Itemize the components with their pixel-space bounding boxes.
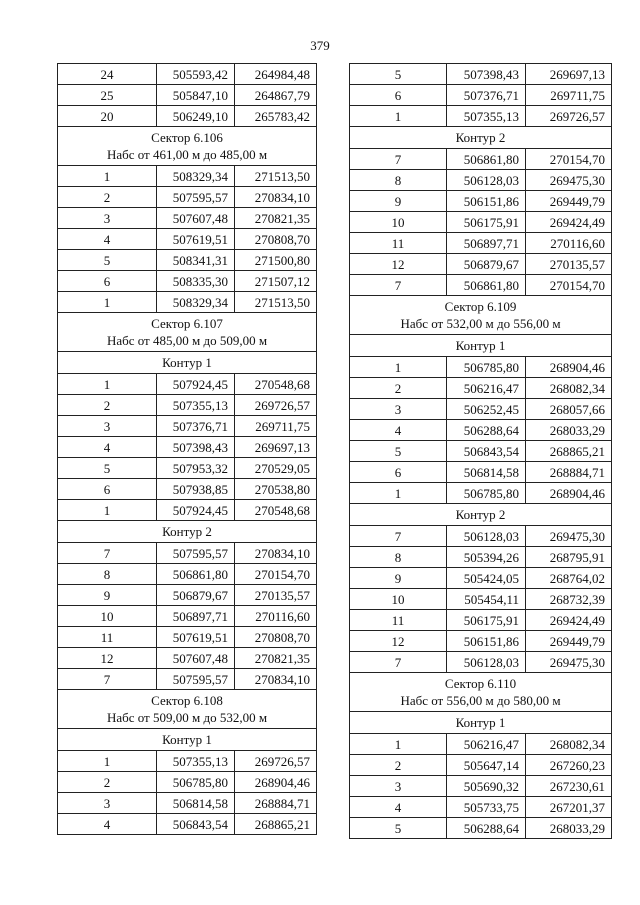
table-row: [58, 793, 317, 814]
table-row: [58, 229, 317, 250]
table-row: [58, 250, 317, 271]
point-number-cell: 3: [58, 793, 157, 814]
point-number-cell: 1: [350, 357, 447, 378]
table-row: [350, 357, 612, 378]
x-coordinate-cell: 505647,14: [447, 755, 526, 776]
table-row: [58, 85, 317, 106]
table-row: [58, 585, 317, 606]
table-row: [350, 462, 612, 483]
y-coordinate-cell: 269449,79: [526, 631, 612, 652]
sector-header-cell: [350, 296, 612, 335]
point-number-cell: 9: [58, 585, 157, 606]
y-coordinate-cell: 270821,35: [235, 648, 317, 669]
table-row: [58, 669, 317, 690]
y-coordinate-cell: 269475,30: [526, 170, 612, 191]
table-row: [350, 568, 612, 589]
sector-height-range: Набс от 509,00 м до 532,00 м: [106, 710, 268, 725]
point-number-cell: 9: [350, 568, 447, 589]
sector-height-range: Набс от 461,00 м до 485,00 м: [106, 147, 268, 162]
y-coordinate-cell: 264867,79: [235, 85, 317, 106]
point-number-cell: 1: [58, 292, 157, 313]
point-number-cell: 1: [350, 734, 447, 755]
sector-header-cell: [350, 673, 612, 712]
point-number-cell: 8: [58, 564, 157, 585]
table-row: [58, 751, 317, 772]
point-number-cell: 8: [350, 547, 447, 568]
table-row: [350, 441, 612, 462]
table-row: [350, 547, 612, 568]
coordinates-table-left: [57, 63, 317, 835]
point-number-cell: 7: [58, 543, 157, 564]
x-coordinate-cell: 505394,26: [447, 547, 526, 568]
y-coordinate-cell: 268033,29: [526, 818, 612, 839]
y-coordinate-cell: 269711,75: [526, 85, 612, 106]
x-coordinate-cell: 507398,43: [447, 64, 526, 85]
sector-title: Сектор 6.106: [151, 130, 223, 145]
table-row: [350, 797, 612, 818]
point-number-cell: 7: [350, 149, 447, 170]
table-row: [58, 187, 317, 208]
y-coordinate-cell: 270116,60: [526, 233, 612, 254]
y-coordinate-cell: 270154,70: [235, 564, 317, 585]
x-coordinate-cell: 506879,67: [157, 585, 235, 606]
x-coordinate-cell: 508329,34: [157, 166, 235, 187]
x-coordinate-cell: 506861,80: [447, 275, 526, 296]
y-coordinate-cell: 269697,13: [235, 437, 317, 458]
y-coordinate-cell: 268082,34: [526, 734, 612, 755]
point-number-cell: 5: [350, 818, 447, 839]
x-coordinate-cell: 506128,03: [447, 652, 526, 673]
y-coordinate-cell: 271507,12: [235, 271, 317, 292]
sector-height-range: Набс от 556,00 м до 580,00 м: [400, 693, 561, 708]
table-row: [58, 564, 317, 585]
y-coordinate-cell: 270808,70: [235, 627, 317, 648]
y-coordinate-cell: 270548,68: [235, 374, 317, 395]
point-number-cell: 3: [350, 776, 447, 797]
x-coordinate-cell: 507924,45: [157, 500, 235, 521]
y-coordinate-cell: 268865,21: [235, 814, 317, 835]
sector-title: Сектор 6.107: [151, 316, 223, 331]
x-coordinate-cell: 507607,48: [157, 648, 235, 669]
table-row: [350, 212, 612, 233]
x-coordinate-cell: 506151,86: [447, 191, 526, 212]
x-coordinate-cell: 506151,86: [447, 631, 526, 652]
x-coordinate-cell: 508335,30: [157, 271, 235, 292]
sector-header-row: [58, 690, 317, 729]
y-coordinate-cell: 270116,60: [235, 606, 317, 627]
x-coordinate-cell: 505424,05: [447, 568, 526, 589]
y-coordinate-cell: 271500,80: [235, 250, 317, 271]
table-row: [350, 275, 612, 296]
table-row: [58, 772, 317, 793]
y-coordinate-cell: 268904,46: [526, 483, 612, 504]
table-row: [58, 437, 317, 458]
y-coordinate-cell: 267230,61: [526, 776, 612, 797]
sector-height-range: Набс от 532,00 м до 556,00 м: [400, 316, 561, 331]
y-coordinate-cell: 269711,75: [235, 416, 317, 437]
contour-title: Контур 1: [58, 729, 317, 751]
y-coordinate-cell: 264984,48: [235, 64, 317, 85]
contour-title: Контур 2: [58, 521, 317, 543]
point-number-cell: 1: [58, 751, 157, 772]
x-coordinate-cell: 507355,13: [157, 395, 235, 416]
contour-header-row: [350, 127, 612, 149]
y-coordinate-cell: 269726,57: [526, 106, 612, 127]
table-row: [350, 191, 612, 212]
point-number-cell: 5: [58, 250, 157, 271]
x-coordinate-cell: 507376,71: [157, 416, 235, 437]
y-coordinate-cell: 268904,46: [235, 772, 317, 793]
point-number-cell: 11: [58, 627, 157, 648]
x-coordinate-cell: 506843,54: [447, 441, 526, 462]
contour-title: Контур 2: [350, 127, 612, 149]
x-coordinate-cell: 506879,67: [447, 254, 526, 275]
sector-header-row: [350, 673, 612, 712]
contour-title: Контур 1: [350, 712, 612, 734]
contour-header-row: [58, 729, 317, 751]
point-number-cell: 4: [350, 797, 447, 818]
point-number-cell: 4: [58, 437, 157, 458]
x-coordinate-cell: 507953,32: [157, 458, 235, 479]
table-row: [58, 292, 317, 313]
point-number-cell: 25: [58, 85, 157, 106]
table-row: [58, 627, 317, 648]
x-coordinate-cell: 505847,10: [157, 85, 235, 106]
point-number-cell: 6: [350, 85, 447, 106]
table-row: [350, 85, 612, 106]
x-coordinate-cell: 506814,58: [447, 462, 526, 483]
point-number-cell: 4: [58, 229, 157, 250]
y-coordinate-cell: 270154,70: [526, 275, 612, 296]
y-coordinate-cell: 270154,70: [526, 149, 612, 170]
x-coordinate-cell: 507355,13: [447, 106, 526, 127]
x-coordinate-cell: 507938,85: [157, 479, 235, 500]
page-number: 379: [310, 38, 330, 53]
point-number-cell: 7: [350, 652, 447, 673]
x-coordinate-cell: 505733,75: [447, 797, 526, 818]
y-coordinate-cell: 268865,21: [526, 441, 612, 462]
x-coordinate-cell: 506288,64: [447, 420, 526, 441]
x-coordinate-cell: 506175,91: [447, 212, 526, 233]
contour-header-row: [58, 521, 317, 543]
point-number-cell: 4: [350, 420, 447, 441]
x-coordinate-cell: 507398,43: [157, 437, 235, 458]
contour-header-row: [350, 504, 612, 526]
point-number-cell: 9: [350, 191, 447, 212]
sector-height-range: Набс от 485,00 м до 509,00 м: [106, 333, 268, 348]
point-number-cell: 4: [58, 814, 157, 835]
y-coordinate-cell: 270538,80: [235, 479, 317, 500]
point-number-cell: 6: [58, 271, 157, 292]
table-row: [350, 149, 612, 170]
table-row: [58, 500, 317, 521]
x-coordinate-cell: 506249,10: [157, 106, 235, 127]
point-number-cell: 5: [350, 64, 447, 85]
point-number-cell: 12: [350, 631, 447, 652]
y-coordinate-cell: 270529,05: [235, 458, 317, 479]
sector-title: Сектор 6.108: [151, 693, 223, 708]
x-coordinate-cell: 507376,71: [447, 85, 526, 106]
table-row: [58, 106, 317, 127]
table-row: [58, 416, 317, 437]
y-coordinate-cell: 268884,71: [526, 462, 612, 483]
x-coordinate-cell: 506897,71: [157, 606, 235, 627]
point-number-cell: 10: [350, 212, 447, 233]
contour-header-row: [350, 335, 612, 357]
y-coordinate-cell: 268904,46: [526, 357, 612, 378]
coordinates-table-right: [349, 63, 612, 839]
table-row: [350, 610, 612, 631]
table-row: [350, 106, 612, 127]
y-coordinate-cell: 269726,57: [235, 751, 317, 772]
point-number-cell: 10: [350, 589, 447, 610]
x-coordinate-cell: 507924,45: [157, 374, 235, 395]
point-number-cell: 2: [350, 755, 447, 776]
x-coordinate-cell: 508329,34: [157, 292, 235, 313]
x-coordinate-cell: 506252,45: [447, 399, 526, 420]
y-coordinate-cell: 269475,30: [526, 526, 612, 547]
point-number-cell: 12: [350, 254, 447, 275]
x-coordinate-cell: 506785,80: [157, 772, 235, 793]
sector-title: Сектор 6.110: [444, 676, 517, 691]
x-coordinate-cell: 506216,47: [447, 378, 526, 399]
table-row: [350, 818, 612, 839]
y-coordinate-cell: 268795,91: [526, 547, 612, 568]
point-number-cell: 11: [350, 610, 447, 631]
y-coordinate-cell: 268057,66: [526, 399, 612, 420]
table-row: [350, 483, 612, 504]
point-number-cell: 7: [350, 275, 447, 296]
x-coordinate-cell: 506785,80: [447, 483, 526, 504]
contour-header-row: [350, 712, 612, 734]
table-row: [58, 814, 317, 835]
x-coordinate-cell: 506814,58: [157, 793, 235, 814]
contour-header-row: [58, 352, 317, 374]
table-row: [58, 271, 317, 292]
x-coordinate-cell: 506128,03: [447, 526, 526, 547]
point-number-cell: 10: [58, 606, 157, 627]
y-coordinate-cell: 268732,39: [526, 589, 612, 610]
contour-title: Контур 1: [350, 335, 612, 357]
table-row: [350, 64, 612, 85]
table-row: [350, 526, 612, 547]
point-number-cell: 24: [58, 64, 157, 85]
table-row: [350, 631, 612, 652]
x-coordinate-cell: 507595,57: [157, 543, 235, 564]
sector-header-row: [58, 313, 317, 352]
table-row: [350, 652, 612, 673]
table-row: [350, 399, 612, 420]
point-number-cell: 2: [58, 187, 157, 208]
x-coordinate-cell: 507607,48: [157, 208, 235, 229]
table-row: [350, 233, 612, 254]
point-number-cell: 7: [350, 526, 447, 547]
point-number-cell: 12: [58, 648, 157, 669]
x-coordinate-cell: 505690,32: [447, 776, 526, 797]
point-number-cell: 11: [350, 233, 447, 254]
table-row: [58, 458, 317, 479]
table-row: [350, 378, 612, 399]
sector-title: Сектор 6.109: [444, 299, 517, 314]
sector-header-cell: [58, 313, 317, 352]
y-coordinate-cell: 267201,37: [526, 797, 612, 818]
point-number-cell: 6: [58, 479, 157, 500]
sector-header-row: [350, 296, 612, 335]
point-number-cell: 5: [58, 458, 157, 479]
table-row: [58, 374, 317, 395]
x-coordinate-cell: 507619,51: [157, 229, 235, 250]
point-number-cell: 3: [350, 399, 447, 420]
table-row: [58, 543, 317, 564]
sector-header-cell: [58, 690, 317, 729]
x-coordinate-cell: 508341,31: [157, 250, 235, 271]
y-coordinate-cell: 265783,42: [235, 106, 317, 127]
table-row: [350, 254, 612, 275]
table-row: [58, 648, 317, 669]
contour-title: Контур 2: [350, 504, 612, 526]
table-row: [350, 734, 612, 755]
contour-title: Контур 1: [58, 352, 317, 374]
x-coordinate-cell: 506288,64: [447, 818, 526, 839]
table-row: [58, 606, 317, 627]
x-coordinate-cell: 506843,54: [157, 814, 235, 835]
point-number-cell: 3: [58, 416, 157, 437]
y-coordinate-cell: 270548,68: [235, 500, 317, 521]
table-row: [58, 479, 317, 500]
y-coordinate-cell: 270834,10: [235, 543, 317, 564]
y-coordinate-cell: 267260,23: [526, 755, 612, 776]
x-coordinate-cell: 506861,80: [157, 564, 235, 585]
table-row: [58, 64, 317, 85]
y-coordinate-cell: 269697,13: [526, 64, 612, 85]
sector-header-cell: [58, 127, 317, 166]
sector-header-row: [58, 127, 317, 166]
point-number-cell: 1: [350, 106, 447, 127]
y-coordinate-cell: 270135,57: [526, 254, 612, 275]
y-coordinate-cell: 269424,49: [526, 610, 612, 631]
point-number-cell: 8: [350, 170, 447, 191]
x-coordinate-cell: 506128,03: [447, 170, 526, 191]
table-row: [58, 208, 317, 229]
x-coordinate-cell: 506785,80: [447, 357, 526, 378]
y-coordinate-cell: 268764,02: [526, 568, 612, 589]
x-coordinate-cell: 507595,57: [157, 669, 235, 690]
x-coordinate-cell: 506175,91: [447, 610, 526, 631]
x-coordinate-cell: 506216,47: [447, 734, 526, 755]
y-coordinate-cell: 271513,50: [235, 292, 317, 313]
y-coordinate-cell: 268033,29: [526, 420, 612, 441]
table-row: [350, 755, 612, 776]
y-coordinate-cell: 270821,35: [235, 208, 317, 229]
point-number-cell: 6: [350, 462, 447, 483]
y-coordinate-cell: 270834,10: [235, 669, 317, 690]
point-number-cell: 2: [58, 395, 157, 416]
y-coordinate-cell: 269726,57: [235, 395, 317, 416]
point-number-cell: 2: [58, 772, 157, 793]
y-coordinate-cell: 269424,49: [526, 212, 612, 233]
point-number-cell: 5: [350, 441, 447, 462]
point-number-cell: 7: [58, 669, 157, 690]
x-coordinate-cell: 506897,71: [447, 233, 526, 254]
x-coordinate-cell: 507355,13: [157, 751, 235, 772]
y-coordinate-cell: 269475,30: [526, 652, 612, 673]
y-coordinate-cell: 269449,79: [526, 191, 612, 212]
x-coordinate-cell: 506861,80: [447, 149, 526, 170]
table-row: [350, 170, 612, 191]
table-row: [350, 589, 612, 610]
point-number-cell: 1: [58, 500, 157, 521]
point-number-cell: 1: [58, 166, 157, 187]
x-coordinate-cell: 507595,57: [157, 187, 235, 208]
y-coordinate-cell: 270834,10: [235, 187, 317, 208]
point-number-cell: 1: [350, 483, 447, 504]
point-number-cell: 2: [350, 378, 447, 399]
table-row: [58, 166, 317, 187]
y-coordinate-cell: 268884,71: [235, 793, 317, 814]
y-coordinate-cell: 268082,34: [526, 378, 612, 399]
x-coordinate-cell: 505593,42: [157, 64, 235, 85]
y-coordinate-cell: 271513,50: [235, 166, 317, 187]
point-number-cell: 1: [58, 374, 157, 395]
table-row: [58, 395, 317, 416]
x-coordinate-cell: 507619,51: [157, 627, 235, 648]
point-number-cell: 3: [58, 208, 157, 229]
table-row: [350, 420, 612, 441]
table-row: [350, 776, 612, 797]
y-coordinate-cell: 270135,57: [235, 585, 317, 606]
point-number-cell: 20: [58, 106, 157, 127]
y-coordinate-cell: 270808,70: [235, 229, 317, 250]
x-coordinate-cell: 505454,11: [447, 589, 526, 610]
